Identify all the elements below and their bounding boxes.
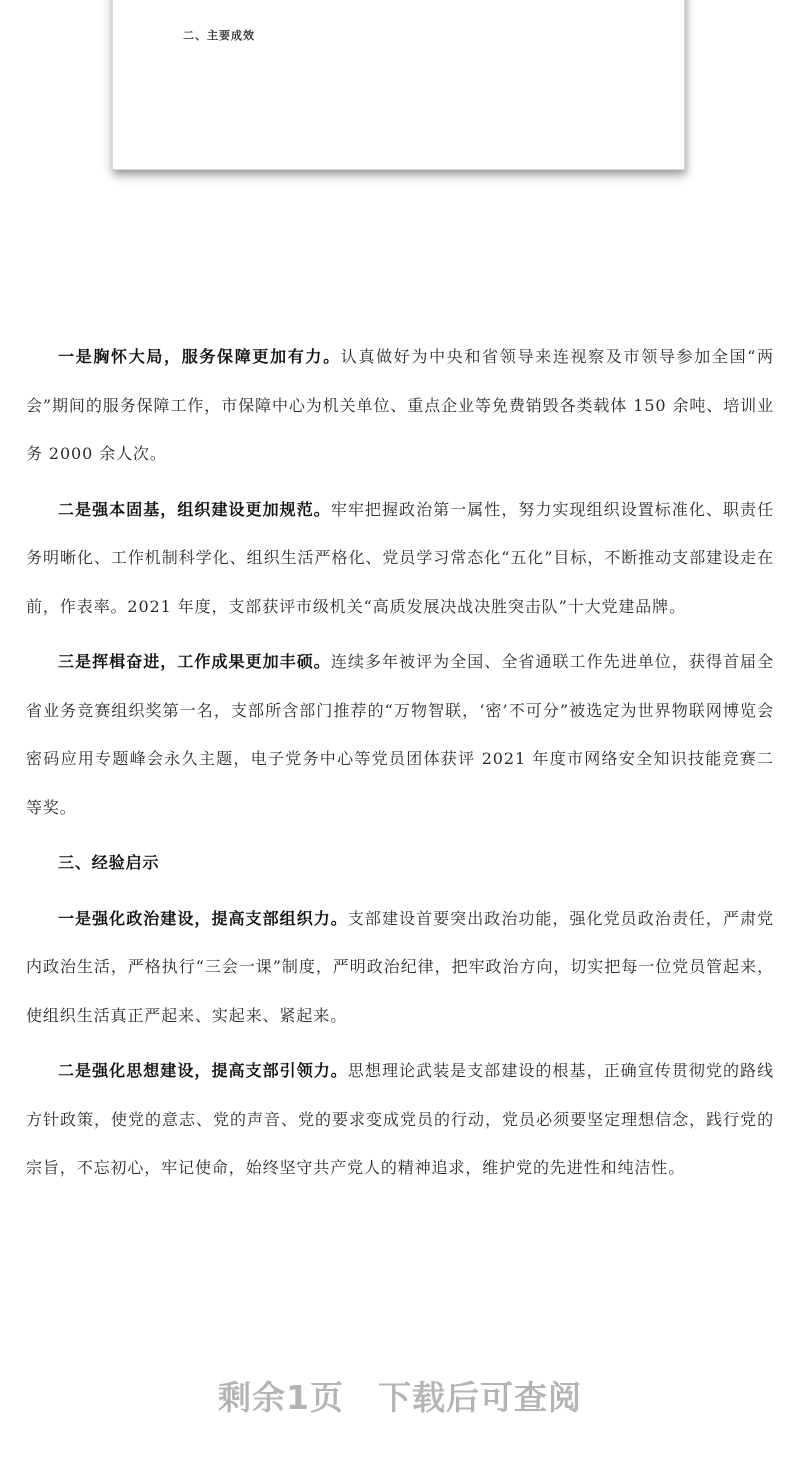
paragraph-text: 认真做好为中央和省领导来连视察及市领导参加全国“两会”期间的服务保障工作，市保障中心为机关单位、重点企业等免费销毁各类载体 150 余吨、培训业务 2000 余人次。 <box>26 347 774 463</box>
paragraph-text: 支部建设首要突出政治功能，强化党员政治责任，严肃党内政治生活，严格执行“三会一课”制度，严明政治纪律，把牢政治方向，切实把每一位党员管起来，使组织生活真正严起来、实起来、紧起来。 <box>26 908 774 1025</box>
paragraph-achievement-1 <box>26 333 774 479</box>
paragraph-experience-1 <box>26 895 774 1041</box>
remaining-pages-label: 剩余1页 <box>218 1378 344 1417</box>
paragraph-achievement-2 <box>26 486 774 632</box>
paragraph-achievement-3 <box>26 638 774 832</box>
document-body <box>26 333 774 1193</box>
paragraph-text: 思想理论武装是支部建设的根基，正确宣传贯彻党的路线方针政策，使党的意志、党的声音、党的要求变成党员的行动，党员必须要坚定理想信念，践行党的宗旨，不忘初心，牢记使命，始终坚守共产党人的精神追求，维护党的先进性和纯洁性。 <box>26 1061 774 1177</box>
document-preview-card <box>112 0 685 170</box>
paragraph-lead: 一是强化政治建设，提高支部组织力。 <box>58 908 348 928</box>
paragraph-lead: 二是强本固基，组织建设更加规范。 <box>58 499 331 519</box>
section-heading-experience: 三、经验启示 <box>58 853 160 872</box>
preview-section-heading: 二、主要成效 <box>183 29 255 42</box>
paragraph-lead: 二是强化思想建设，提高支部引领力。 <box>58 1061 348 1080</box>
paragraph-text: 连续多年被评为全国、全省通联工作先进单位，获得首届全省业务竞赛组织奖第一名，支部所含部门推荐的“万物智联，‘密’不可分”被选定为世界物联网博览会密码应用专题峰会永久主题，电子党务中心等党员团体获评 2021 年度市网络安全知识技能竞赛二等奖。 <box>26 652 775 817</box>
paragraph-lead: 一是胸怀大局，服务保障更加有力。 <box>58 347 341 366</box>
paragraph-text: 牢牢把握政治第一属性，努力实现组织设置标准化、职责任务明晰化、工作机制科学化、组织生活严格化、党员学习常态化“五化”目标，不断推动支部建设走在前，作表率。2021 年度，支部获评市级机关“高质发展决战决胜突击队”十大党建品牌。 <box>26 499 775 616</box>
download-to-read-banner[interactable] <box>0 1372 800 1419</box>
download-to-view-label: 下载后可查阅 <box>377 1378 582 1417</box>
paragraph-lead: 三是挥楫奋进，工作成果更加丰硕。 <box>58 652 331 671</box>
paragraph-experience-2 <box>26 1047 774 1193</box>
